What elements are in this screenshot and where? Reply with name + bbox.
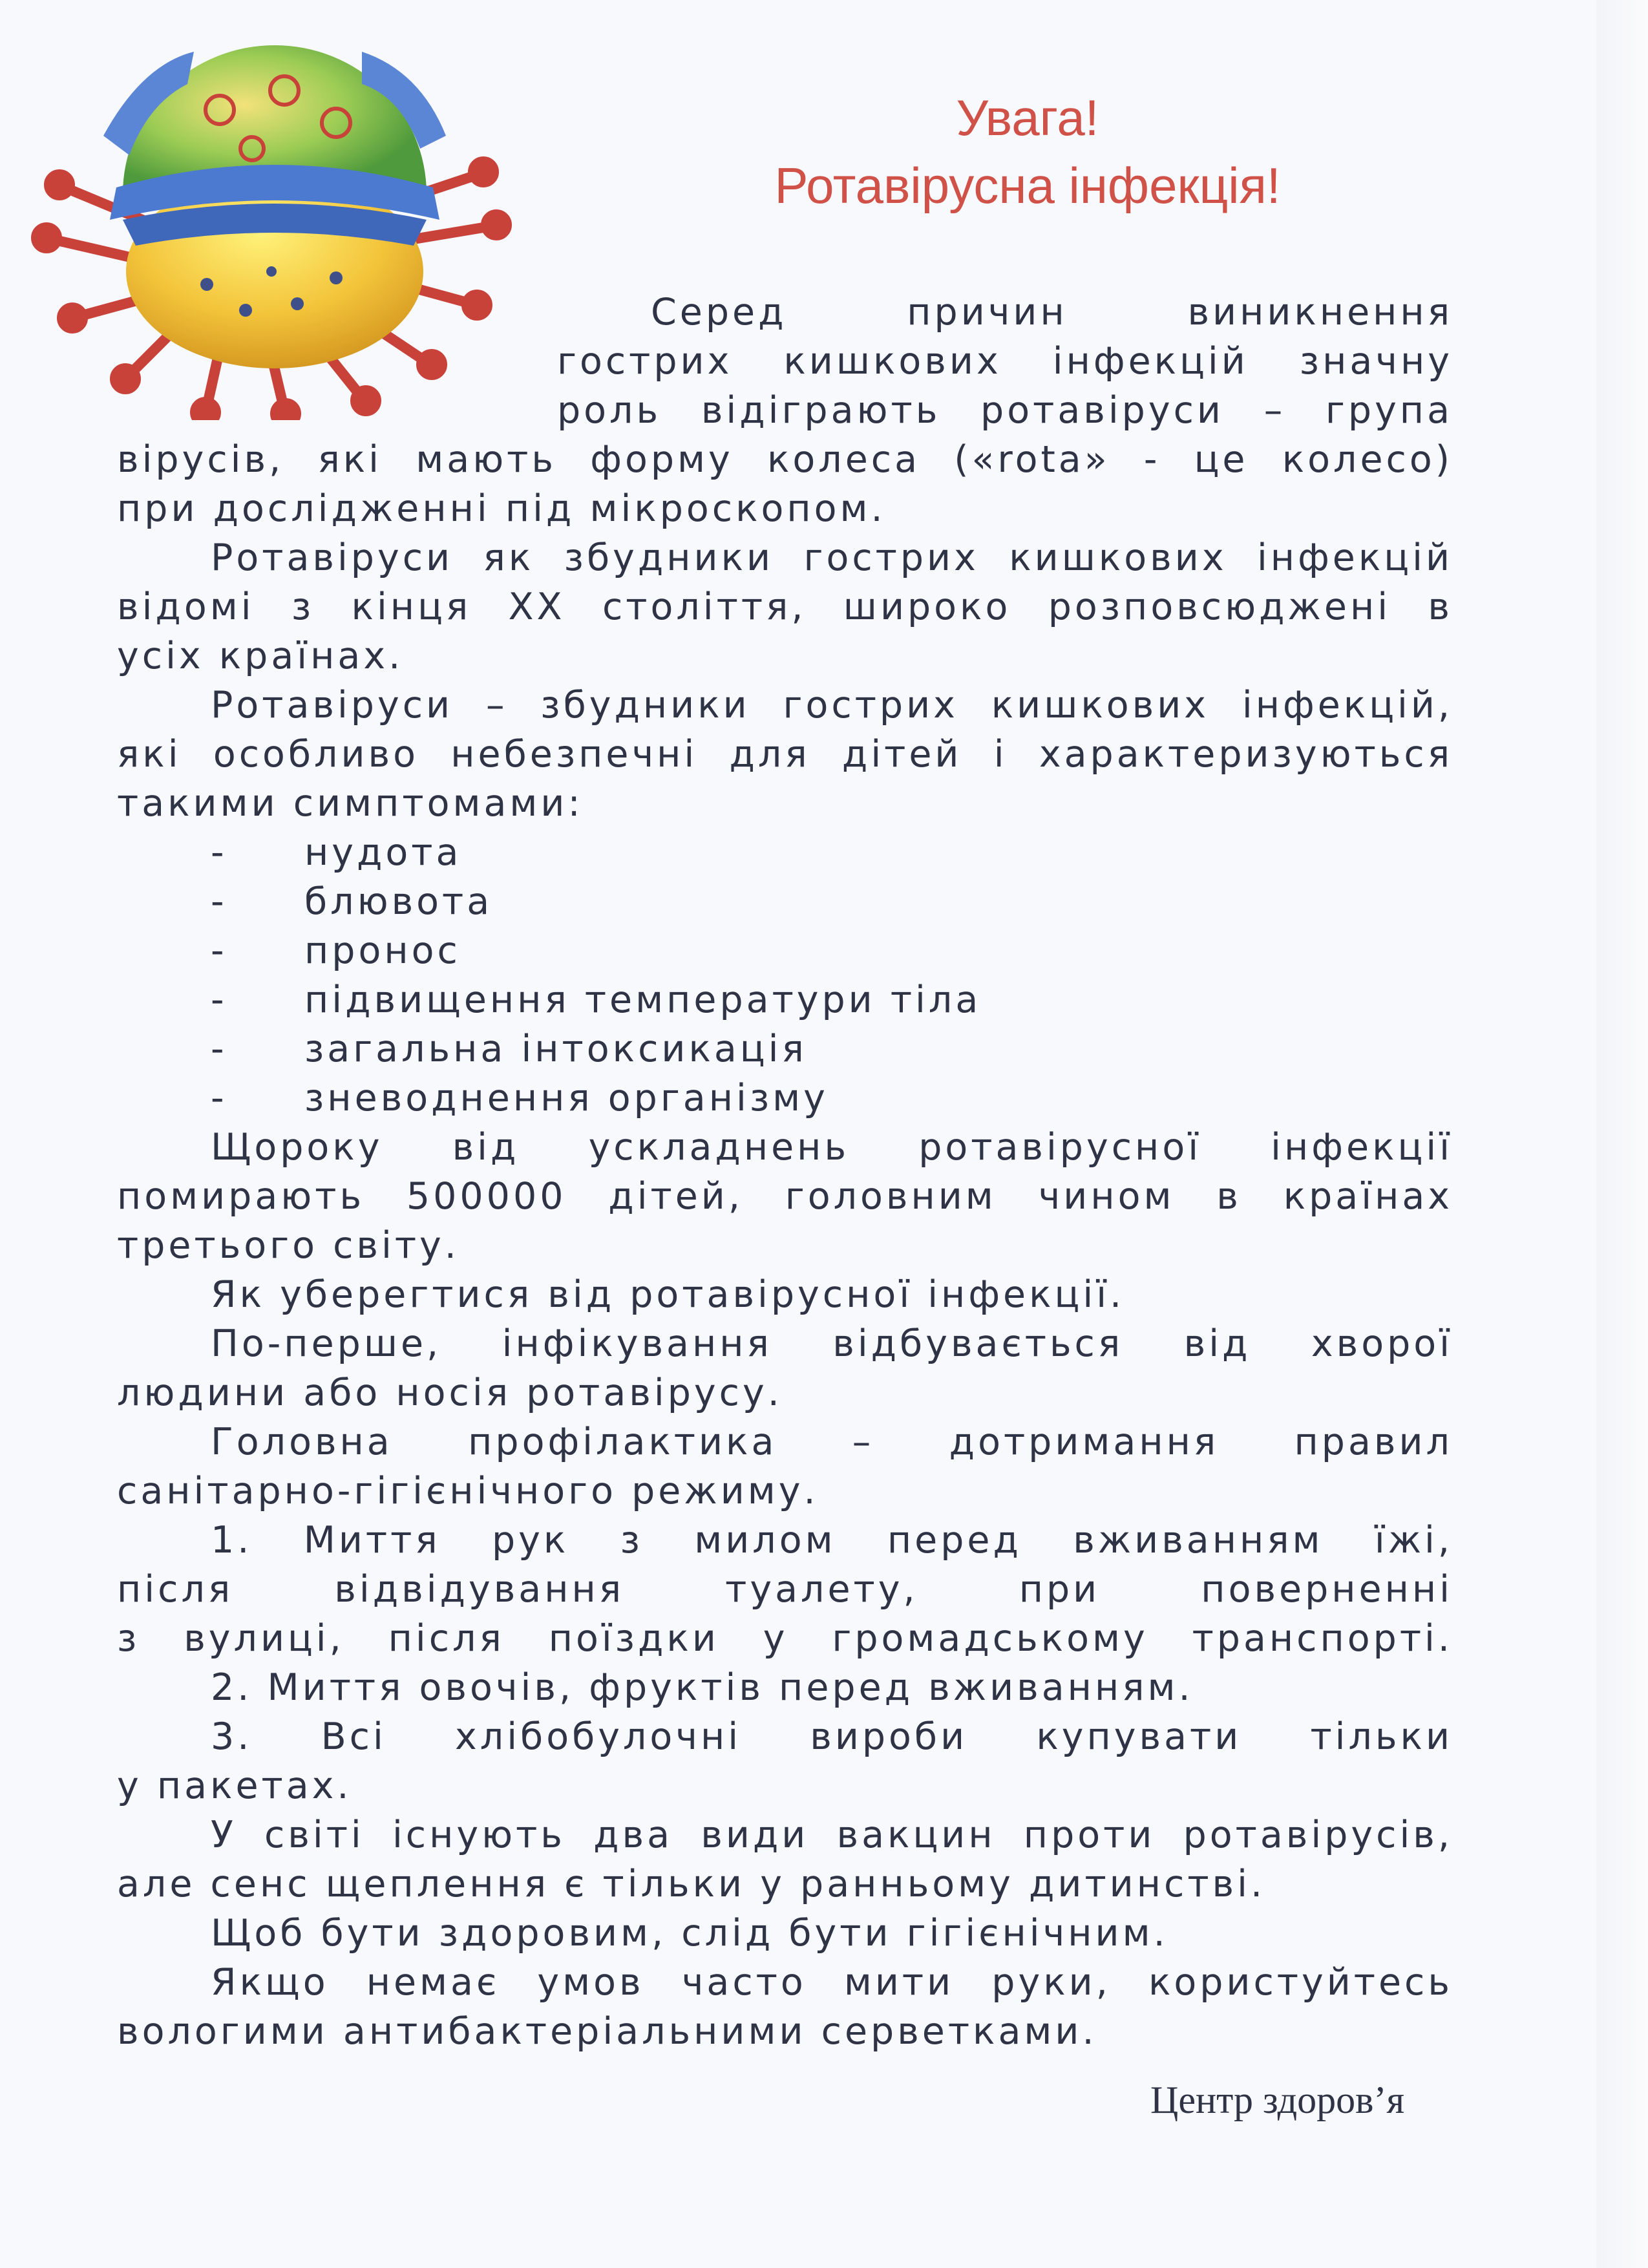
list-dash: - xyxy=(211,979,227,1021)
symptom-item xyxy=(117,828,1453,877)
paragraph-line: вірусів, які мають форму колеса («rota» - це колесо) xyxy=(117,438,1453,481)
paragraph-line: при дослідженні під мікроскопом. xyxy=(117,487,886,530)
paragraph-line: у пакетах. xyxy=(117,1765,352,1807)
symptom-text: загальна інтоксикація xyxy=(304,1028,807,1070)
paragraph-line: відомі з кінця ХХ століття, широко розповсюджені в xyxy=(117,586,1453,628)
symptom-text: нудота xyxy=(304,831,462,874)
list-dash: - xyxy=(211,1077,227,1119)
symptom-item xyxy=(117,1024,1453,1074)
paragraph-line: Ротавіруси як збудники гострих кишкових інфекцій xyxy=(211,536,1453,579)
paragraph-line: людини або носія ротавірусу. xyxy=(117,1372,783,1414)
paragraph-line: з вулиці, після поїздки у громадському транспорті. xyxy=(117,1617,1453,1660)
paragraph-line: які особливо небезпечні для дітей і характеризуються xyxy=(117,733,1453,776)
symptom-item xyxy=(117,975,1453,1024)
list-dash: - xyxy=(211,929,227,972)
title-line-2: Ротавірусна інфекція! xyxy=(774,157,1281,214)
paragraph-line: У світі існують два види вакцин проти ротавірусів, xyxy=(211,1814,1453,1856)
symptom-text: блювота xyxy=(304,880,493,923)
paragraph-line: Ротавіруси – збудники гострих кишкових інфекцій, xyxy=(211,684,1453,726)
paragraph-line: 2. Миття овочів, фруктів перед вживанням. xyxy=(211,1666,1194,1709)
symptom-item xyxy=(117,926,1453,975)
paragraph-line: вологими антибактеріальними серветками. xyxy=(117,2010,1097,2053)
paragraph-line: помирають 500000 дітей, головним чином в країнах xyxy=(117,1175,1453,1218)
paragraph-line: третього світу. xyxy=(117,1224,460,1267)
paragraph-line: Як уберегтися від ротавірусної інфекції. xyxy=(211,1273,1125,1316)
symptom-text: зневоднення організму xyxy=(304,1077,829,1119)
paragraph-line: 3. Всі хлібобулочні вироби купувати тільки xyxy=(211,1715,1453,1758)
paragraph-line: Щороку від ускладнень ротавірусної інфекції xyxy=(211,1126,1453,1169)
paragraph-line: Головна профілактика – дотримання правил xyxy=(211,1421,1453,1463)
paragraph-line: 1. Миття рук з милом перед вживанням їжі, xyxy=(211,1519,1453,1562)
list-dash: - xyxy=(211,831,227,874)
paragraph-line: Щоб бути здоровим, слід бути гігієнічним. xyxy=(211,1912,1168,1955)
paragraph-line: санітарно-гігієнічного режиму. xyxy=(117,1470,819,1512)
list-dash: - xyxy=(211,1028,227,1070)
paragraph-line: гострих кишкових інфекцій значну xyxy=(557,340,1453,383)
paragraph-line: після відвідування туалету, при поверненні xyxy=(117,1568,1453,1611)
symptom-text: пронос xyxy=(304,929,461,972)
paragraph-line: По-перше, інфікування відбувається від хворої xyxy=(211,1322,1453,1365)
symptom-item xyxy=(117,877,1453,926)
scan-edge xyxy=(1596,0,1648,2268)
paragraph-line: усіх країнах. xyxy=(117,635,404,677)
paragraph-line: роль відіграють ротавіруси – група xyxy=(557,389,1453,432)
paragraph-line: Якщо немає умов часто мити руки, користуйтесь xyxy=(211,1961,1453,2004)
title-line-1: Увага! xyxy=(956,89,1099,146)
rotavirus-illustration xyxy=(26,26,536,420)
symptom-text: підвищення температури тіла xyxy=(304,979,982,1021)
paragraph-line: але сенс щеплення є тільки у ранньому дитинстві. xyxy=(117,1863,1266,1905)
paragraph-line: такими симптомами: xyxy=(117,782,584,825)
list-dash: - xyxy=(211,880,227,923)
symptom-item xyxy=(117,1074,1453,1123)
signature: Центр здоров’я xyxy=(1150,2079,1405,2121)
paragraph-line: Серед причин виникнення xyxy=(651,291,1453,334)
